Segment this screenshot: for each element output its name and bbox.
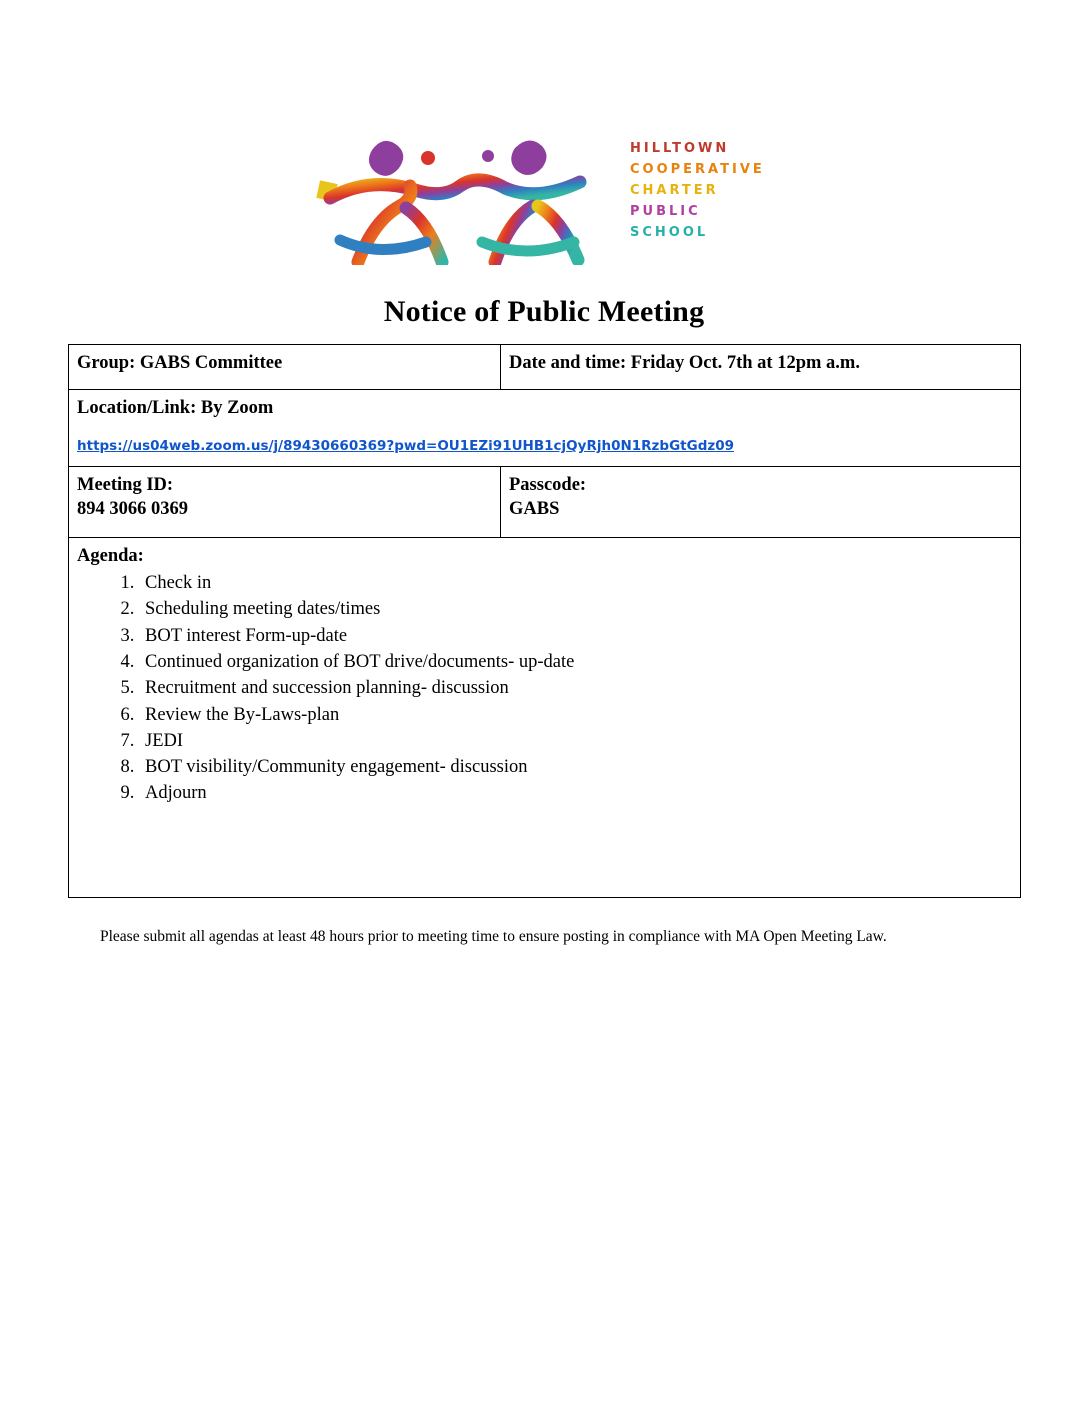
- table-row-group-datetime: [69, 345, 1021, 390]
- agenda-item: 8. BOT visibility/Community engagement- discussion: [139, 754, 1012, 780]
- agenda-item: 4. Continued organization of BOT drive/documents- up-date: [139, 649, 1012, 675]
- datetime-label: Date and time:: [509, 353, 627, 373]
- table-row-id-passcode: [69, 466, 1021, 537]
- zoom-link[interactable]: https://us04web.zoom.us/j/89430660369?pwd=OU1EZi91UHB1cjQyRjh0N1RzbGtGdz09: [77, 438, 734, 455]
- agenda-item: 5. Recruitment and succession planning- discussion: [139, 675, 1012, 701]
- agenda-item: 1. Check in: [139, 570, 1012, 596]
- datetime-value: Friday Oct. 7th at 12pm a.m.: [630, 353, 860, 373]
- location-value: By Zoom: [200, 398, 274, 418]
- page-title: Notice of Public Meeting: [383, 295, 705, 328]
- agenda-item: 7. JEDI: [139, 728, 1012, 754]
- logo-word-2: COOPERATIVE: [630, 162, 765, 177]
- table-row-location: [69, 390, 1021, 467]
- agenda-item: 2. Scheduling meeting dates/times: [139, 596, 1012, 622]
- agenda-item: 9. Adjourn: [139, 780, 1012, 806]
- group-label: Group:: [77, 353, 136, 373]
- location-label: Location/Link:: [77, 398, 197, 418]
- cell-passcode: [501, 466, 1021, 537]
- logo-word-3: CHARTER: [630, 183, 719, 198]
- agenda-item: 6. Review the By-Laws-plan: [139, 702, 1012, 728]
- cell-location: [69, 390, 1021, 467]
- logo-word-5: SCHOOL: [630, 225, 709, 240]
- logo-wordmark: [630, 138, 795, 243]
- agenda-item: 3. BOT interest Form-up-date: [139, 623, 1012, 649]
- table-row-agenda: [69, 537, 1021, 897]
- agenda-label: Agenda:: [77, 545, 144, 566]
- hilltown-children-logo-icon: [310, 120, 610, 265]
- cell-group: [69, 345, 501, 390]
- meeting-id-value: 894 3066 0369: [77, 499, 188, 520]
- group-value: GABS Committee: [139, 353, 283, 373]
- passcode-label: Passcode:: [509, 474, 587, 495]
- logo-word-4: PUBLIC: [630, 204, 701, 219]
- agenda-list: [77, 570, 1012, 806]
- notice-table: [68, 344, 1021, 898]
- cell-datetime: [501, 345, 1021, 390]
- school-logo: [310, 120, 790, 270]
- cell-meeting-id: [69, 466, 501, 537]
- cell-agenda: [69, 537, 1021, 897]
- passcode-value: GABS: [509, 499, 560, 520]
- logo-word-1: HILLTOWN: [630, 141, 730, 156]
- footer-note: Please submit all agendas at least 48 hours prior to meeting time to ensure posting in compliance with MA Open Meeting Law.: [100, 928, 887, 945]
- meeting-id-label: Meeting ID:: [77, 474, 174, 495]
